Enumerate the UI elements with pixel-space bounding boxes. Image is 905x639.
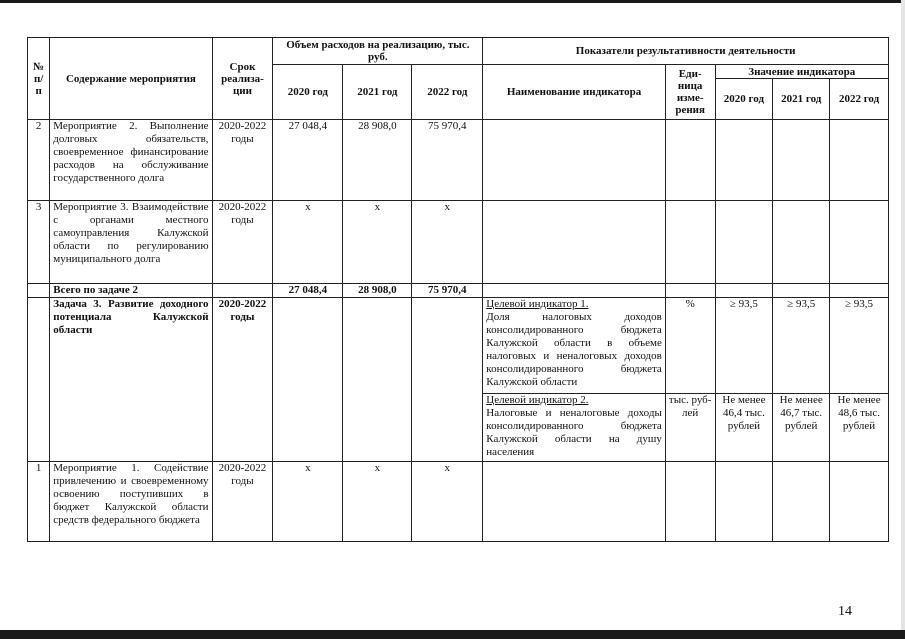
row-value-2022: 75 970,4 <box>412 120 483 201</box>
empty-cell <box>830 284 889 298</box>
row-content: Мероприятие 1. Содействие привлечению и своевременному освоению поступивших в бюджет Калужской области средств федерального бюджета <box>50 462 212 542</box>
page-number: 14 <box>838 604 852 619</box>
row-content: Мероприятие 3. Взаимодействие с органами местного самоуправления Калужской области по регулированию муниципального долга <box>50 201 212 284</box>
header-ind-year-2020: 2020 год <box>715 79 773 120</box>
total-label: Всего по задаче 2 <box>50 284 212 298</box>
indicator-2-value-2022: Не менее 48,6 тыс. рублей <box>830 394 889 462</box>
indicator-1-value-2021: ≥ 93,5 <box>773 298 830 394</box>
header-indicator-value: Значение индикатора <box>715 65 888 79</box>
table-row <box>28 120 889 201</box>
empty-cell <box>665 284 715 298</box>
table-row-task <box>28 298 889 394</box>
indicator-1-value-2022: ≥ 93,5 <box>830 298 889 394</box>
indicator-1-unit: % <box>665 298 715 394</box>
total-value-2021: 28 908,0 <box>343 284 412 298</box>
row-num: 2 <box>28 120 50 201</box>
indicator-1-value-2020: ≥ 93,5 <box>715 298 773 394</box>
row-content: Мероприятие 2. Выполнение долговых обязательств, своевременное финансирование расходов на обслуживание государственного долга <box>50 120 212 201</box>
row-value-2020: x <box>273 462 343 542</box>
header-year-2022: 2022 год <box>412 65 483 120</box>
table-row-total <box>28 284 889 298</box>
indicator-2-title: Целевой индикатор 2. <box>486 394 589 406</box>
task-term: 2020-2022 годы <box>212 298 273 462</box>
indicator-1-text: Доля налоговых доходов консолидированного бюджета Калужской области в объеме налоговых и неналоговых доходов консолидированного бюджета Калужской области <box>486 311 662 388</box>
header-num: № п/п <box>28 38 50 120</box>
task-content: Задача 3. Развитие доходного потенциала Калужской области <box>50 298 212 462</box>
row-value-2020: 27 048,4 <box>273 120 343 201</box>
header-indicator-name: Наименование индикатора <box>483 65 666 120</box>
empty-cell <box>830 201 889 284</box>
row-num: 3 <box>28 201 50 284</box>
empty-cell <box>773 201 830 284</box>
header-indicators: Показатели результативности деятельности <box>483 38 889 65</box>
header-expenses: Объем расходов на реализацию, тыс. руб. <box>273 38 483 65</box>
table-row <box>28 201 889 284</box>
indicator-1 <box>483 298 666 394</box>
table-row <box>28 462 889 542</box>
row-term: 2020-2022 годы <box>212 462 273 542</box>
indicator-2-unit: тыс. руб-лей <box>665 394 715 462</box>
total-value-2022: 75 970,4 <box>412 284 483 298</box>
empty-cell <box>715 462 773 542</box>
empty-cell <box>715 120 773 201</box>
empty-cell <box>830 462 889 542</box>
empty-cell <box>412 298 483 462</box>
empty-cell <box>665 120 715 201</box>
header-unit: Еди-ница изме-рения <box>665 65 715 120</box>
indicator-1-title: Целевой индикатор 1. <box>486 298 589 310</box>
row-value-2022: x <box>412 462 483 542</box>
indicator-2-value-2020: Не менее 46,4 тыс. рублей <box>715 394 773 462</box>
empty-cell <box>715 201 773 284</box>
empty-cell <box>715 284 773 298</box>
scan-bottom-edge <box>0 630 905 639</box>
empty-cell <box>212 284 273 298</box>
empty-cell <box>343 298 412 462</box>
empty-cell <box>773 284 830 298</box>
scan-top-edge <box>0 0 905 3</box>
empty-cell <box>830 120 889 201</box>
row-num: 1 <box>28 462 50 542</box>
header-ind-year-2021: 2021 год <box>773 79 830 120</box>
empty-cell <box>483 120 666 201</box>
header-ind-year-2022: 2022 год <box>830 79 889 120</box>
row-term: 2020-2022 годы <box>212 201 273 284</box>
row-value-2022: x <box>412 201 483 284</box>
program-table <box>27 37 889 542</box>
header-year-2020: 2020 год <box>273 65 343 120</box>
empty-cell <box>483 462 666 542</box>
empty-cell <box>28 298 50 462</box>
empty-cell <box>773 462 830 542</box>
empty-cell <box>28 284 50 298</box>
row-value-2021: x <box>343 462 412 542</box>
header-term: Срок реализа-ции <box>212 38 273 120</box>
indicator-2-value-2021: Не менее 46,7 тыс. рублей <box>773 394 830 462</box>
header-year-2021: 2021 год <box>343 65 412 120</box>
row-value-2020: x <box>273 201 343 284</box>
scan-right-edge <box>901 0 905 639</box>
row-value-2021: 28 908,0 <box>343 120 412 201</box>
header-content: Содержание мероприятия <box>50 38 212 120</box>
empty-cell <box>665 201 715 284</box>
empty-cell <box>773 120 830 201</box>
row-term: 2020-2022 годы <box>212 120 273 201</box>
empty-cell <box>273 298 343 462</box>
empty-cell <box>483 284 666 298</box>
indicator-2 <box>483 394 666 462</box>
row-value-2021: x <box>343 201 412 284</box>
indicator-2-text: Налоговые и неналоговые доходы консолидированного бюджета Калужской области на душу населения <box>486 407 662 458</box>
total-value-2020: 27 048,4 <box>273 284 343 298</box>
empty-cell <box>665 462 715 542</box>
empty-cell <box>483 201 666 284</box>
